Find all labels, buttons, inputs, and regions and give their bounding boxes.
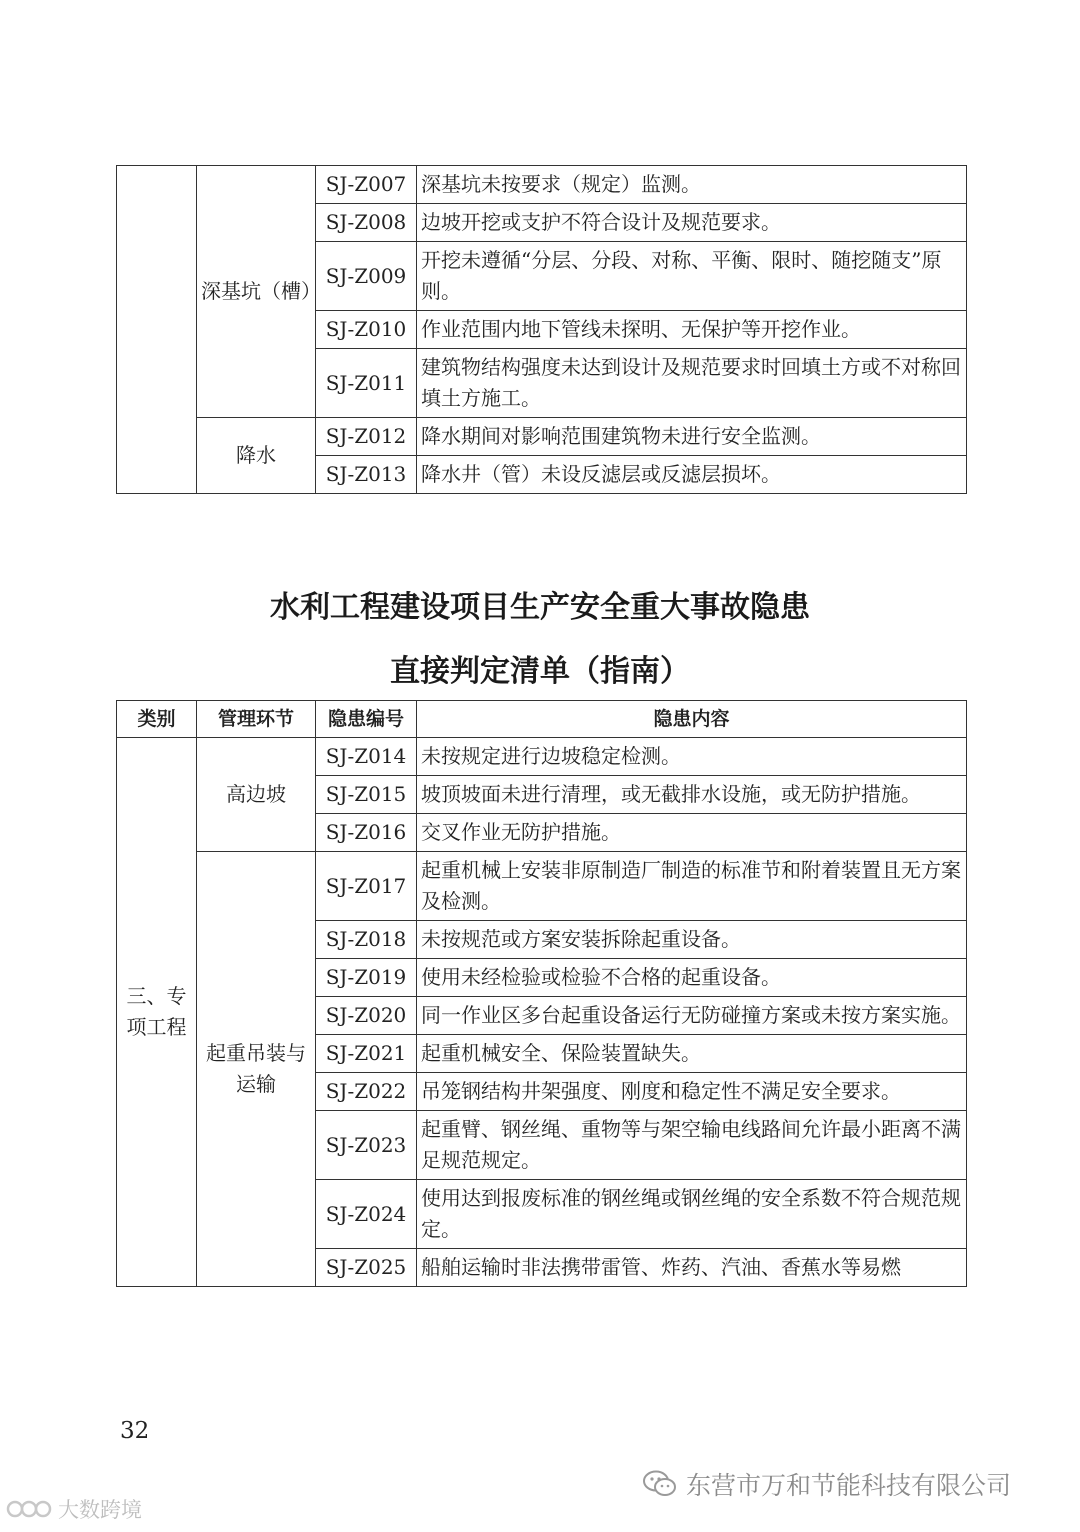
hazard-code: SJ-Z019: [316, 959, 417, 997]
table-row: [117, 852, 967, 921]
watermark-company-text: 东营市万和节能科技有限公司: [686, 1471, 1012, 1500]
header-code: 隐患编号: [316, 701, 417, 738]
brand-logo-icon: [6, 1497, 52, 1521]
category-cell: 三、专项工程: [117, 738, 197, 1287]
hazard-content: 船舶运输时非法携带雷管、炸药、汽油、香蕉水等易燃: [417, 1249, 967, 1287]
table-header-row: [117, 701, 967, 738]
hazard-code: SJ-Z009: [316, 242, 417, 311]
table-row: [117, 166, 967, 204]
hazard-content: 吊笼钢结构井架强度、刚度和稳定性不满足安全要求。: [417, 1073, 967, 1111]
hazard-content: 建筑物结构强度未达到设计及规范要求时回填土方或不对称回填土方施工。: [417, 349, 967, 418]
hazard-content: 交叉作业无防护措施。: [417, 814, 967, 852]
hazard-table: [116, 700, 967, 1287]
hazard-content: 起重机械安全、保险装置缺失。: [417, 1035, 967, 1073]
hazard-content: 降水井（管）未设反滤层或反滤层损坏。: [417, 456, 967, 494]
hazard-code: SJ-Z023: [316, 1111, 417, 1180]
hazard-content: 作业范围内地下管线未探明、无保护等开挖作业。: [417, 311, 967, 349]
hazard-code: SJ-Z022: [316, 1073, 417, 1111]
hazard-code: SJ-Z011: [316, 349, 417, 418]
hazard-content: 开挖未遵循“分层、分段、对称、平衡、限时、随挖随支”原则。: [417, 242, 967, 311]
watermark-brand: [6, 1494, 142, 1524]
stage-cell: 高边坡: [197, 738, 316, 852]
hazard-code: SJ-Z020: [316, 997, 417, 1035]
table-row: [117, 418, 967, 456]
hazard-code: SJ-Z016: [316, 814, 417, 852]
hazard-code: SJ-Z017: [316, 852, 417, 921]
header-category: 类别: [117, 701, 197, 738]
document-title-line-1: 水利工程建设项目生产安全重大事故隐患: [270, 590, 810, 625]
hazard-code: SJ-Z007: [316, 166, 417, 204]
watermark-brand-text: 大数跨境: [58, 1498, 142, 1522]
document-title-line-2: 直接判定清单（指南）: [390, 654, 690, 689]
hazard-code: SJ-Z010: [316, 311, 417, 349]
hazard-content: 未按规定进行边坡稳定检测。: [417, 738, 967, 776]
hazard-content: 起重机械上安装非原制造厂制造的标准节和附着装置且无方案及检测。: [417, 852, 967, 921]
hazard-code: SJ-Z012: [316, 418, 417, 456]
hazard-content: 使用达到报废标准的钢丝绳或钢丝绳的安全系数不符合规范规定。: [417, 1180, 967, 1249]
hazard-content: 边坡开挖或支护不符合设计及规范要求。: [417, 204, 967, 242]
hazard-content: 起重臂、钢丝绳、重物等与架空输电线路间允许最小距离不满足规范规定。: [417, 1111, 967, 1180]
hazard-code: SJ-Z024: [316, 1180, 417, 1249]
hazard-code: SJ-Z013: [316, 456, 417, 494]
watermark-company: [642, 1466, 1011, 1502]
stage-cell: 降水: [197, 418, 316, 494]
header-stage: 管理环节: [197, 701, 316, 738]
hazard-content: 降水期间对影响范围建筑物未进行安全监测。: [417, 418, 967, 456]
table-row: [117, 738, 967, 776]
hazard-code: SJ-Z025: [316, 1249, 417, 1287]
page-number: 32: [120, 1418, 150, 1444]
hazard-code: SJ-Z008: [316, 204, 417, 242]
wechat-icon: [642, 1469, 678, 1499]
stage-cell: 深基坑（槽）: [197, 166, 316, 418]
hazard-content: 使用未经检验或检验不合格的起重设备。: [417, 959, 967, 997]
category-cell: [117, 166, 197, 494]
hazard-table-continued: [116, 165, 967, 494]
stage-cell: 起重吊装与运输: [197, 852, 316, 1287]
hazard-content: 同一作业区多台起重设备运行无防碰撞方案或未按方案实施。: [417, 997, 967, 1035]
hazard-content: 深基坑未按要求（规定）监测。: [417, 166, 967, 204]
hazard-content: 坡顶坡面未进行清理，或无截排水设施，或无防护措施。: [417, 776, 967, 814]
hazard-code: SJ-Z021: [316, 1035, 417, 1073]
header-content: 隐患内容: [417, 701, 967, 738]
hazard-content: 未按规范或方案安装拆除起重设备。: [417, 921, 967, 959]
hazard-code: SJ-Z014: [316, 738, 417, 776]
hazard-code: SJ-Z015: [316, 776, 417, 814]
hazard-code: SJ-Z018: [316, 921, 417, 959]
